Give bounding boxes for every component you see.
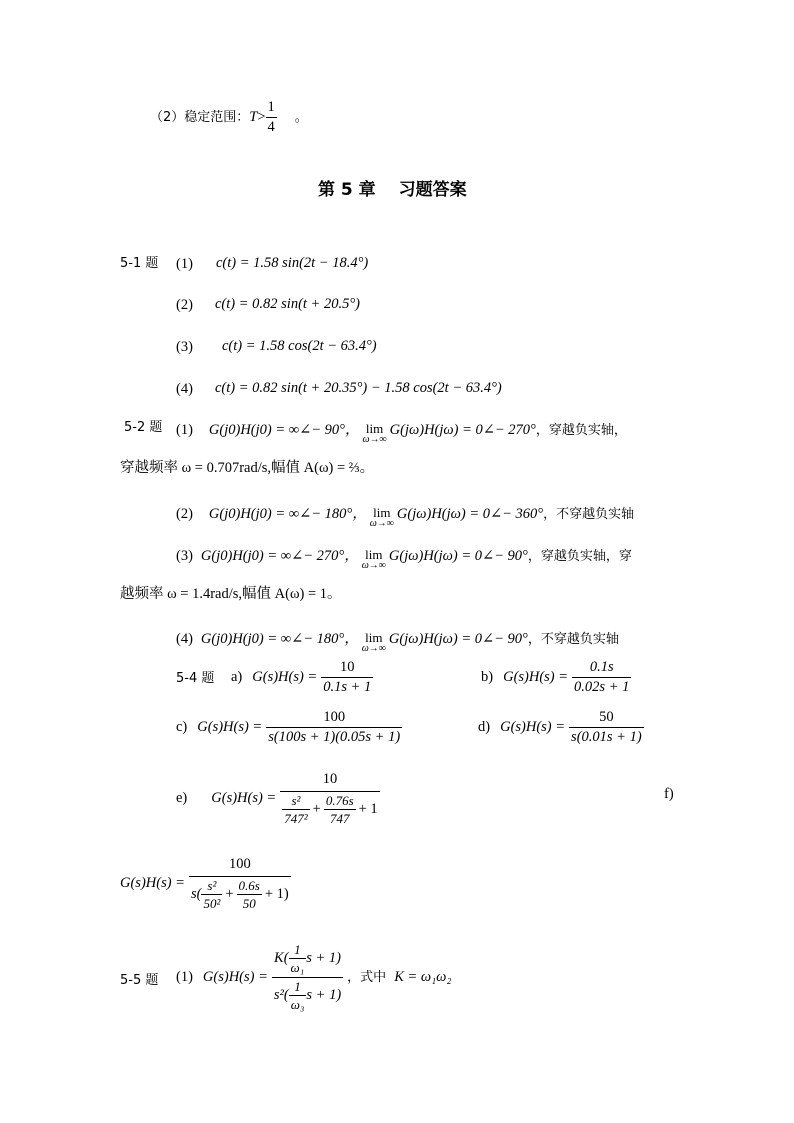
p52-item-2: (2) G(j0)H(j0) = ∞∠− 180°， lim ω→∞ G(jω)H(jω) = 0∠− 360° ，不穿越负实轴 [176,505,635,529]
fraction-one-quarter: $\frac{1}{4}$ [267,99,275,135]
problem-5-2-label: 5-2 题 [124,420,163,435]
problem-5-1-label: 5-1 题 [120,256,159,271]
p52-item-3: (3) G(j0)H(j0) = ∞∠− 270°， lim ω→∞ G(jω)H(jω) = 0∠− 90° ，穿越负实轴，穿 [176,547,632,571]
p51-expr-3: c(t) = 1.58 cos(2t − 63.4°) [222,338,377,354]
p54-b: b) G(s)H(s) = $\frac{0.1s}{0.02s + 1}$ [481,659,630,695]
p55-item-1: (1) G(s)H(s) = K( $\frac{1}{\text{ω₁}}$ s + 1) s²( $\frac{1}{\text{ω₃}}$ s + 1) ，式中 K = ω₁ω₂ [176,942,452,1012]
p51-idx-4: (4) [176,381,193,397]
chapter-title: 第 5 章 习题答案 [318,180,467,200]
p54-c: c) G(s)H(s) = $\frac{100}{s(100s + 1)(0.05s + 1)}$ [176,709,401,745]
p51-idx-1: (1) [176,256,193,272]
stability-label: （2）稳定范围： [150,109,250,125]
stability-range-line [150,100,308,134]
p51-idx-3: (3) [176,339,193,355]
p52-item-1: (1) G(j0)H(j0) = ∞∠− 90°， lim ω→∞ G(jω)H(jω) = 0∠− 270° ，穿越负实轴， [176,421,627,445]
p51-expr-1: c(t) = 1.58 sin(2t − 18.4°) [216,255,369,271]
p54-d: d) G(s)H(s) = $\frac{50}{s(0.01s + 1)}$ [478,709,642,745]
p51-expr-2: c(t) = 0.82 sin(t + 20.5°) [215,296,360,312]
p54-e: e) G(s)H(s) = 10 $\frac{\text{s²}}{\text{747²}}$ + $\frac{0.76s}{747}$ + 1 [176,771,378,826]
period: 。 [294,109,308,125]
var-T: T [249,108,258,125]
p51-expr-4: c(t) = 0.82 sin(t + 20.35°) − 1.58 cos(2t − 63.4°) [215,380,502,396]
gt-op: > [257,108,266,125]
p52-item-1-cont: 穿越频率 ω = 0.707rad/s,幅值 A(ω) = ⅔。 [120,460,375,476]
p51-idx-2: (2) [176,297,193,313]
p52-item-3-cont: 越频率 ω = 1.4rad/s,幅值 A(ω) = 1。 [120,586,342,602]
p54-f-idx: f) [664,786,674,802]
p52-item-4: (4) G(j0)H(j0) = ∞∠− 180°， lim ω→∞ G(jω)H(jω) = 0∠− 90° ，不穿越负实轴 [176,630,619,654]
p54-f: G(s)H(s) = 100 s( $\frac{\text{s²}}{\text{50²}}$ + $\frac{0.6s}{50}$ + 1) [120,856,289,911]
p54-a: a) G(s)H(s) = $\frac{10}{0.1s + 1}$ [231,659,372,695]
problem-5-5-label: 5-5 题 [120,973,159,988]
problem-5-4-label: 5-4 题 [176,671,215,686]
